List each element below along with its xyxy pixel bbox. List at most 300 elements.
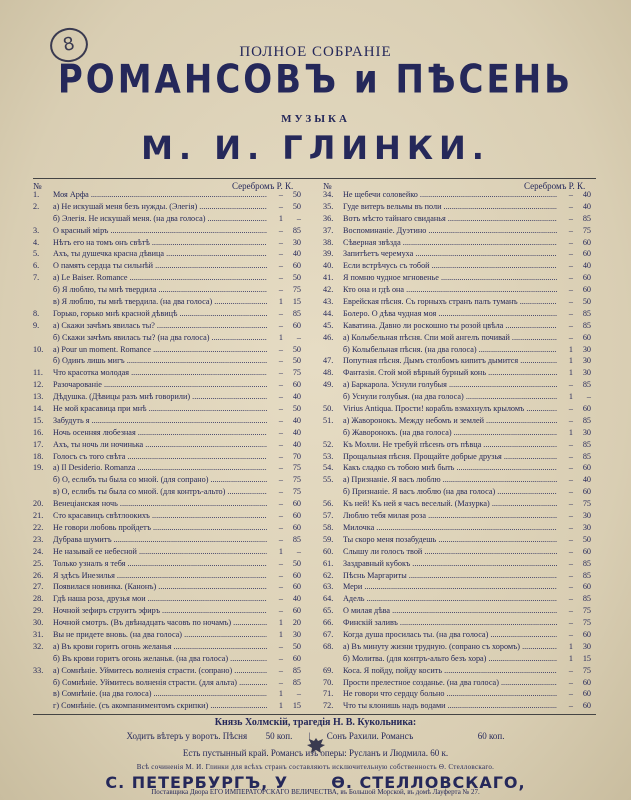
song-number	[33, 677, 53, 689]
price-kopecks: 60	[292, 522, 301, 532]
song-title: О память сердца ты сильнѣй .....	[53, 260, 267, 272]
price-kopecks: 60	[582, 285, 591, 295]
song-number: 18.	[33, 451, 44, 461]
price-rubles: –	[278, 415, 283, 425]
song-title: Нѣтъ его на томъ онъ свѣтѣ .....	[53, 237, 267, 249]
song-title: Какъ сладко съ тобою мнѣ быть .....	[343, 462, 557, 474]
song-row	[33, 355, 301, 367]
song-row	[323, 272, 591, 284]
price-rubles: –	[568, 701, 573, 711]
song-title: б) О, еслибъ ты была со мной. (для сопрано) .....	[53, 474, 267, 486]
song-row	[323, 581, 591, 593]
song-title: Прости прелестное созданье. (на два голоса) .....	[343, 677, 557, 689]
song-title: Ахъ, ты ночь ли ночинька .....	[53, 439, 267, 451]
song-row	[33, 534, 301, 546]
price-rubles: –	[568, 415, 573, 425]
song-number: 10.	[33, 344, 44, 354]
song-number: 65.	[323, 606, 334, 616]
price-kopecks: 50	[292, 190, 301, 199]
price-kopecks: 85	[582, 570, 591, 580]
song-title: Прощальная пѣсня. Прощайте добрые друзья .....	[343, 451, 557, 463]
price-kopecks: 85	[292, 665, 301, 675]
price-kopecks: 60	[582, 701, 591, 711]
song-row	[323, 653, 591, 665]
song-title: Запитѣетъ черемуха .....	[343, 248, 557, 260]
song-number	[33, 355, 53, 367]
song-title: Virius Antiqua. Прости! корабль взмахнулъ крыломъ .....	[343, 403, 557, 415]
song-number: 30.	[33, 618, 44, 628]
price-kopecks: 75	[292, 487, 301, 497]
song-row	[33, 629, 301, 641]
price-rubles: –	[278, 463, 283, 473]
song-title: Сто красавицъ свѣтлоокихъ .....	[53, 510, 267, 522]
price-kopecks: 60	[582, 677, 591, 687]
song-row	[323, 641, 591, 653]
song-number: 3.	[33, 225, 40, 235]
song-title: а) Pour un moment. Romance .....	[53, 344, 267, 356]
song-row	[33, 522, 301, 534]
price-rubles: –	[278, 653, 283, 663]
price-rubles: –	[568, 404, 573, 414]
item-a-price: 50 коп.	[265, 731, 293, 741]
song-row	[33, 677, 301, 689]
price-rubles: –	[278, 665, 283, 675]
price-kopecks: 75	[582, 606, 591, 616]
price-rubles: –	[568, 582, 573, 592]
song-number	[33, 474, 53, 486]
price-rubles: –	[278, 606, 283, 616]
price-kopecks: 60	[292, 582, 301, 592]
song-row	[33, 189, 301, 201]
song-title: Гдѣ наша роза, друзья мои .....	[53, 593, 267, 605]
song-row	[33, 474, 301, 486]
song-title: в) Я люблю, ты мнѣ твердила. (на два голоса) .....	[53, 296, 267, 308]
price-kopecks: 85	[582, 558, 591, 568]
price-kopecks: 60	[292, 653, 301, 663]
song-number: 57.	[323, 511, 334, 521]
song-row	[33, 439, 301, 451]
price-kopecks: 85	[582, 415, 591, 425]
song-row	[33, 462, 301, 474]
song-title: а) Il Desiderio. Romanza .....	[53, 462, 267, 474]
price-kopecks: 70	[292, 451, 301, 461]
price-rubles: –	[568, 499, 573, 509]
song-title: а) Баркарола. Уснули голубыя .....	[343, 379, 557, 391]
price-rubles: –	[278, 570, 283, 580]
price-kopecks: 60	[292, 261, 301, 271]
song-title: Не говори что сердцу больно .....	[343, 688, 557, 700]
song-row	[323, 546, 591, 558]
song-row	[33, 558, 301, 570]
song-title: Каватина. Давно ли роскошно ты розой цвѣла .....	[343, 320, 557, 332]
song-number: 13.	[33, 392, 44, 402]
price-kopecks: 40	[292, 415, 301, 425]
price-kopecks: 40	[582, 475, 591, 485]
title-music-by: МУЗЫКА	[281, 113, 350, 125]
song-number: 26.	[33, 570, 44, 580]
price-rubles: –	[568, 570, 573, 580]
price-kopecks: 85	[292, 534, 301, 544]
song-list-left	[33, 189, 301, 712]
price-rubles: –	[568, 273, 573, 283]
song-number: 60.	[323, 546, 334, 556]
song-row	[323, 344, 591, 356]
song-number: 17.	[33, 439, 44, 449]
price-rubles: –	[568, 594, 573, 604]
price-kopecks: 60	[582, 582, 591, 592]
song-number	[323, 344, 343, 356]
price-rubles: –	[278, 320, 283, 330]
price-kopecks: 60	[292, 570, 301, 580]
price-rubles: 1	[278, 689, 283, 699]
price-rubles: –	[568, 558, 573, 568]
price-kopecks: 85	[292, 308, 301, 318]
song-title: Милочка .....	[343, 522, 557, 534]
song-row	[323, 605, 591, 617]
song-number: 11.	[33, 368, 43, 378]
price-kopecks: 50	[292, 356, 301, 366]
price-kopecks: 60	[582, 249, 591, 259]
song-row	[323, 700, 591, 712]
song-row	[323, 284, 591, 296]
price-kopecks: 40	[582, 201, 591, 211]
price-kopecks: 85	[582, 320, 591, 330]
price-rubles: –	[278, 237, 283, 247]
song-title: б) Я люблю, ты мнѣ твердила .....	[53, 284, 267, 296]
price-kopecks: 60	[582, 487, 591, 497]
song-row	[33, 225, 301, 237]
price-rubles: –	[278, 534, 283, 544]
song-number: 46.	[323, 332, 334, 342]
price-rubles: –	[568, 285, 573, 295]
song-row	[323, 629, 591, 641]
price-kopecks: 60	[292, 606, 301, 616]
price-kopecks: 30	[582, 344, 591, 354]
song-row	[323, 332, 591, 344]
price-kopecks: 75	[292, 463, 301, 473]
price-kopecks: 40	[582, 190, 591, 199]
song-row	[33, 367, 301, 379]
song-number: 52.	[323, 439, 334, 449]
song-row	[323, 237, 591, 249]
song-number: 14.	[33, 404, 44, 414]
price-kopecks: 50	[292, 344, 301, 354]
song-number	[323, 391, 343, 403]
price-kopecks: 60	[292, 380, 301, 390]
price-rubles: –	[278, 404, 283, 414]
price-kopecks: 50	[582, 534, 591, 544]
price-rubles: –	[278, 558, 283, 568]
song-number: 2.	[33, 201, 40, 211]
song-number	[33, 213, 53, 225]
song-list-right	[323, 189, 591, 712]
song-number: 42.	[323, 285, 334, 295]
price-kopecks: –	[296, 332, 301, 342]
price-kopecks: 50	[582, 297, 591, 307]
song-title: в) Сомнѣніе. (на два голоса) .....	[53, 688, 267, 700]
song-number	[33, 653, 53, 665]
price-kopecks: 60	[582, 237, 591, 247]
song-number: 15.	[33, 415, 44, 425]
price-kopecks: 75	[582, 618, 591, 628]
price-kopecks: 60	[582, 689, 591, 699]
publisher-supplier: Поставщика Двора ЕГО ИМПЕРАТОРСКАГО ВЕЛИЧЕСТВА, въ Большой Морской, въ домѣ Лауферта № 27.	[151, 788, 480, 796]
song-title: Дѣдушка. (Дѣвицы разъ мнѣ говорили) .....	[53, 391, 267, 403]
item-b-title: Сонъ Рахили. Романсъ	[326, 731, 414, 741]
song-title: Ночь осенняя любезная .....	[53, 427, 267, 439]
song-number: 54.	[323, 463, 334, 473]
song-title: Пѣснь Маргариты .....	[343, 570, 557, 582]
price-kopecks: 40	[292, 392, 301, 402]
song-row	[323, 225, 591, 237]
song-number: 39.	[323, 249, 334, 259]
song-title: Ты скоро меня позабудешь .....	[343, 534, 557, 546]
song-row	[323, 451, 591, 463]
song-title: а) Сомнѣніе. Уймитесь волненія страсти. (сопрано) .....	[53, 665, 267, 677]
song-row	[33, 427, 301, 439]
song-number: 27.	[33, 582, 44, 592]
song-row	[323, 474, 591, 486]
song-title: Что ты клонишь надъ водами .....	[343, 700, 557, 712]
publisher-city: С. ПЕТЕРБУРГЪ, У	[105, 773, 289, 792]
price-rubles: –	[568, 546, 573, 556]
price-rubles: –	[568, 380, 573, 390]
song-number: 29.	[33, 606, 44, 616]
song-number: 22.	[33, 522, 44, 532]
price-kopecks: 75	[582, 499, 591, 509]
song-number: 53.	[323, 451, 334, 461]
song-number: 33.	[33, 665, 44, 675]
price-rubles: –	[278, 582, 283, 592]
song-number: 34.	[323, 190, 334, 199]
song-number: 25.	[33, 558, 44, 568]
price-rubles: –	[568, 190, 573, 199]
price-rubles: –	[568, 308, 573, 318]
price-rubles: –	[568, 475, 573, 485]
song-title: г) Сомнѣніе. (съ акомпаниментомъ скрипки) .....	[53, 700, 267, 712]
price-rubles: 1	[278, 213, 283, 223]
left-num-header: №	[33, 181, 42, 191]
price-kopecks: 15	[582, 653, 591, 663]
song-title: Сѣверная звѣзда .....	[343, 237, 557, 249]
price-kopecks: 60	[292, 320, 301, 330]
song-number	[33, 332, 53, 344]
item-a-title: Ходитъ вѣтеръ у воротъ. Пѣсня	[126, 731, 248, 741]
price-rubles: –	[278, 427, 283, 437]
song-number	[323, 653, 343, 665]
song-row	[33, 605, 301, 617]
price-kopecks: 60	[582, 463, 591, 473]
price-rubles: –	[278, 487, 283, 497]
song-row	[33, 237, 301, 249]
song-title: Не мой красавица при мнѣ .....	[53, 403, 267, 415]
song-number: 59.	[323, 534, 334, 544]
price-rubles: –	[568, 201, 573, 211]
price-rubles: –	[278, 380, 283, 390]
price-rubles: –	[568, 297, 573, 307]
song-number: 36.	[323, 213, 334, 223]
bottom-heading: Князь Холмскій, трагедія Н. В. Кукольника:	[214, 717, 417, 728]
price-kopecks: 85	[582, 594, 591, 604]
song-row	[323, 213, 591, 225]
song-row	[323, 558, 591, 570]
price-kopecks: 30	[582, 356, 591, 366]
song-row	[323, 427, 591, 439]
song-row	[323, 320, 591, 332]
song-title: Что красотка молодая .....	[53, 367, 267, 379]
price-kopecks: 60	[292, 511, 301, 521]
song-row	[33, 213, 301, 225]
price-rubles: 1	[568, 641, 573, 651]
song-number: 37.	[323, 225, 334, 235]
price-kopecks: 30	[582, 522, 591, 532]
song-number: 70.	[323, 677, 334, 687]
price-rubles: –	[568, 511, 573, 521]
song-row	[33, 688, 301, 700]
song-title: Еврейская пѣсня. Съ горныхъ странъ палъ туманъ .....	[343, 296, 557, 308]
song-row	[323, 296, 591, 308]
price-kopecks: 75	[582, 225, 591, 235]
song-title: б) Одинъ лишь мигъ .....	[53, 355, 267, 367]
price-rubles: –	[278, 511, 283, 521]
price-rubles: –	[568, 618, 573, 628]
song-row	[33, 498, 301, 510]
price-kopecks: –	[296, 689, 301, 699]
price-rubles: –	[568, 213, 573, 223]
song-number: 43.	[323, 297, 334, 307]
song-title: Если встрѣчусь съ тобой .....	[343, 260, 557, 272]
song-number: 67.	[323, 629, 334, 639]
song-row	[323, 248, 591, 260]
price-rubles: –	[568, 451, 573, 461]
title-line-1: ПОЛНОЕ СОБРАНІЕ	[239, 44, 392, 60]
song-row	[323, 534, 591, 546]
catalog-stamp: 8	[47, 24, 91, 65]
song-number: 35.	[323, 201, 334, 211]
song-title: б) Уснули голубыя. (на два голоса) .....	[343, 391, 557, 403]
price-kopecks: 30	[292, 629, 301, 639]
song-number: 1.	[33, 190, 40, 199]
price-rubles: 1	[568, 653, 573, 663]
song-title: Не говори любовь пройдетъ .....	[53, 522, 267, 534]
song-title: в) О, еслибъ ты была со мной. (для контръ-альто) .....	[53, 486, 267, 498]
price-rubles: 1	[278, 546, 283, 556]
price-kopecks: 85	[582, 439, 591, 449]
price-rubles: –	[568, 677, 573, 687]
price-rubles: –	[278, 344, 283, 354]
song-number: 9.	[33, 320, 40, 330]
song-row	[323, 617, 591, 629]
song-number: 6.	[33, 261, 40, 271]
song-number: 50.	[323, 404, 334, 414]
song-number: 16.	[33, 427, 44, 437]
song-title: Моя Арфа .....	[53, 189, 267, 201]
song-row	[33, 403, 301, 415]
song-number: 62.	[323, 570, 334, 580]
song-number: 45.	[323, 320, 334, 330]
song-number	[323, 486, 343, 498]
song-number	[33, 486, 53, 498]
song-row	[33, 570, 301, 582]
song-row	[33, 510, 301, 522]
song-title: Венеціанская ночь .....	[53, 498, 267, 510]
song-title: Заздравный кубокъ .....	[343, 558, 557, 570]
price-rubles: 1	[568, 344, 573, 354]
price-kopecks: –	[586, 392, 591, 402]
song-row	[33, 320, 301, 332]
price-rubles: –	[278, 499, 283, 509]
price-rubles: –	[278, 475, 283, 485]
price-kopecks: –	[296, 546, 301, 556]
song-row	[33, 260, 301, 272]
song-number: 49.	[323, 380, 334, 390]
song-title: Когда душа просилась ты. (на два голоса) .....	[343, 629, 557, 641]
price-rubles: 1	[278, 701, 283, 711]
song-number: 24.	[33, 546, 44, 556]
list-bottom-rule	[33, 714, 596, 715]
song-title: Финскій заливъ .....	[343, 617, 557, 629]
price-rubles: –	[568, 534, 573, 544]
song-title: б) Жаворонокъ. (на два голоса) .....	[343, 427, 557, 439]
price-rubles: –	[278, 190, 283, 199]
song-row	[323, 189, 591, 201]
song-number	[323, 427, 343, 439]
price-rubles: –	[278, 249, 283, 259]
price-rubles: –	[568, 522, 573, 532]
price-rubles: –	[568, 225, 573, 235]
song-title: Дубрава шумитъ .....	[53, 534, 267, 546]
song-row	[323, 486, 591, 498]
song-title: б) Сомнѣніе. Уймитесь волненія страсти. (для альта) .....	[53, 677, 267, 689]
song-title: Мери .....	[343, 581, 557, 593]
song-title: б) Молитва. (для контръ-альто безъ хора) .....	[343, 653, 557, 665]
song-number: 19.	[33, 463, 44, 473]
song-row	[33, 641, 301, 653]
price-rubles: –	[568, 439, 573, 449]
imperial-eagle-icon	[305, 735, 327, 757]
song-number	[33, 688, 53, 700]
song-title: Разочарованіе .....	[53, 379, 267, 391]
song-row	[33, 391, 301, 403]
song-row	[33, 546, 301, 558]
song-title: Я помню чудное мгновенье .....	[343, 272, 557, 284]
song-row	[323, 260, 591, 272]
price-rubles: –	[278, 594, 283, 604]
song-number: 58.	[323, 522, 334, 532]
price-kopecks: 75	[292, 475, 301, 485]
song-title: а) Le Baiser. Romance .....	[53, 272, 267, 284]
song-number: 7.	[33, 273, 40, 283]
song-row	[33, 653, 301, 665]
song-title: Голосъ съ того свѣта .....	[53, 451, 267, 463]
price-kopecks: 85	[582, 380, 591, 390]
price-rubles: 1	[568, 427, 573, 437]
song-number: 41.	[323, 273, 334, 283]
price-rubles: 1	[278, 332, 283, 342]
song-title: Я здѣсь Инезилья .....	[53, 570, 267, 582]
song-row	[33, 451, 301, 463]
song-row	[323, 593, 591, 605]
price-kopecks: 40	[292, 427, 301, 437]
song-row	[323, 403, 591, 415]
price-kopecks: 50	[292, 404, 301, 414]
price-rubles: –	[278, 392, 283, 402]
song-row	[33, 296, 301, 308]
song-row	[323, 415, 591, 427]
song-title: б) Элегія. Не искушай меня. (на два голоса) .....	[53, 213, 267, 225]
song-number: 44.	[323, 308, 334, 318]
publisher-name: Ѳ. СТЕЛЛОВСКАГО,	[331, 773, 526, 792]
